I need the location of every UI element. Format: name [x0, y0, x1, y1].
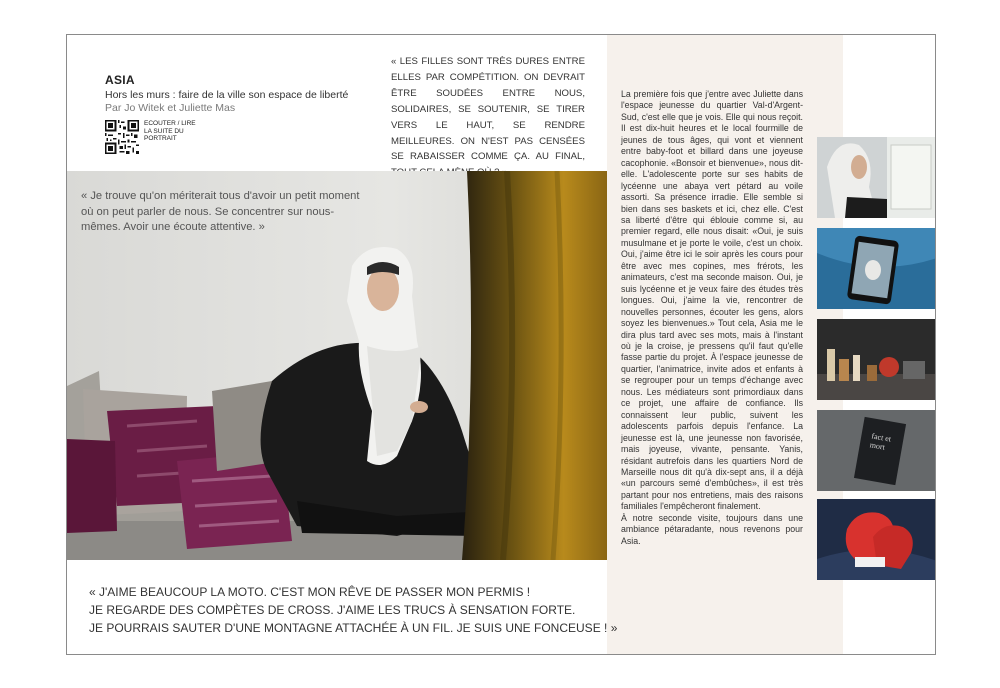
- portrait-photo: [67, 171, 607, 560]
- thumbnail-window-portrait: [817, 137, 936, 218]
- article-body: [621, 89, 803, 547]
- qr-code-icon[interactable]: [105, 120, 139, 154]
- portrait-subtitle: Hors les murs : faire de la ville son espace de liberté: [105, 89, 349, 101]
- article-paragraph: À notre seconde visite, toujours dans une ambiance pétaradante, nous revenons pour Asia.: [621, 512, 803, 546]
- pull-quote-bottom: « J'AIME BEAUCOUP LA MOTO. C'EST MON RÊVE DE PASSER MON PERMIS ! JE REGARDE DES COMPÈTES DE CROSS. J'AIME LES TRUCS À SENSATION FORTE. JE POURRAIS SAUTER D'UNE MONTAGNE ATTACHÉE À UN FIL. JE SUIS UNE FONCEUSE ! »: [89, 585, 618, 635]
- portrait-name: ASIA: [105, 73, 135, 87]
- book-title: fact et mort: [869, 431, 892, 452]
- qr-caption: ECOUTER / LIRE LA SUITE DU PORTRAIT: [144, 120, 196, 142]
- thumbnail-boxing-gloves: [817, 499, 936, 580]
- thumbnail-cosmetics: [817, 319, 936, 400]
- pull-quote-photo: « Je trouve qu'on mériterait tous d'avoir un petit moment où on peut parler de nous. Se concentrer sur nous-mêmes. Avoir une écoute attentive. »: [81, 190, 360, 233]
- pull-quote-top: « LES FILLES SONT TRÈS DURES ENTRE ELLES PAR COMPÉTITION. ON DEVRAIT ÊTRE SOUDÉES ENTRE NOUS, SOLIDAIRES, SE SOUTENIR, SE TIRER VERS LE HAUT, SE RENDRE MEILLEURES. ON N'EST PAS CENSÉES SE RABAISSER COMME ÇA. AU FINAL,: [391, 56, 585, 163]
- thumbnail-phone: [817, 228, 936, 309]
- qr-block: [105, 120, 375, 154]
- article-paragraph: La première fois que j'entre avec Juliette dans l'espace jeunesse du quartier Val-d'Argent-Sud, c'est elle que je vois. Elle qui nous reçoit. Il est dix-huit heures et le local fourmille de jeunes de tous âges, qui vont et viennent entre baby-foot et billard dans une joyeuse cacophonie. «Bonsoir et bienvenue», nous dit-elle. L'adolescente porte sur ses habits de lycéenne une abaya vert pétard au voile assorti. Sa présence irradie. Elle semble si bien dans ses baskets et ici, chez elle. C'est sa liberté d'être qui éblouie comme si, au premier regard, elle nous disait: «Oui, je suis musulmane et je porte le voile, c'est un choix. Oui, j'aime être ici le soir après les cours pour être avec mes copines, mes frérots, les animateurs, c'est ma seconde maison. Oui, je suis lycéenne et je veux faire des études très longues. Oui, j'aime la vie, rencontrer de nouvelles personnes, écouter les gens, alors soyez les bienvenues.» Tout cela, Asia me le dira plus tard avec ses mots, mais à l'instant où je la croise, je pressens qu'il faut qu'elle fasse partie du projet. À l'espace jeunesse de quartier, l'animatrice, invite ados et enfants à se regrouper pour un temps d'échange avec nous. Les médiateurs sont primordiaux dans ce projet, une affaire de confiance. Ils connaissent leur public, suivent les adolescents parfois depuis l'enfance. La jeunesse est là, une jeunesse non favorisée, mais joyeuse, vivante, pensante. Yanis, résidant autrefois dans les quartiers Nord de Marseille nous dit qu'à dix-sept ans, il a déjà «un parcours semé d'embûches», il est très partant pour nos entretiens, mais des raisons familiales l'empêcheront finalement.: [621, 89, 803, 512]
- thumbnail-book: [817, 410, 936, 491]
- portrait-header: [105, 73, 375, 154]
- portrait-authors: Par Jo Witek et Juliette Mas: [105, 102, 236, 114]
- magazine-spread: [66, 34, 936, 655]
